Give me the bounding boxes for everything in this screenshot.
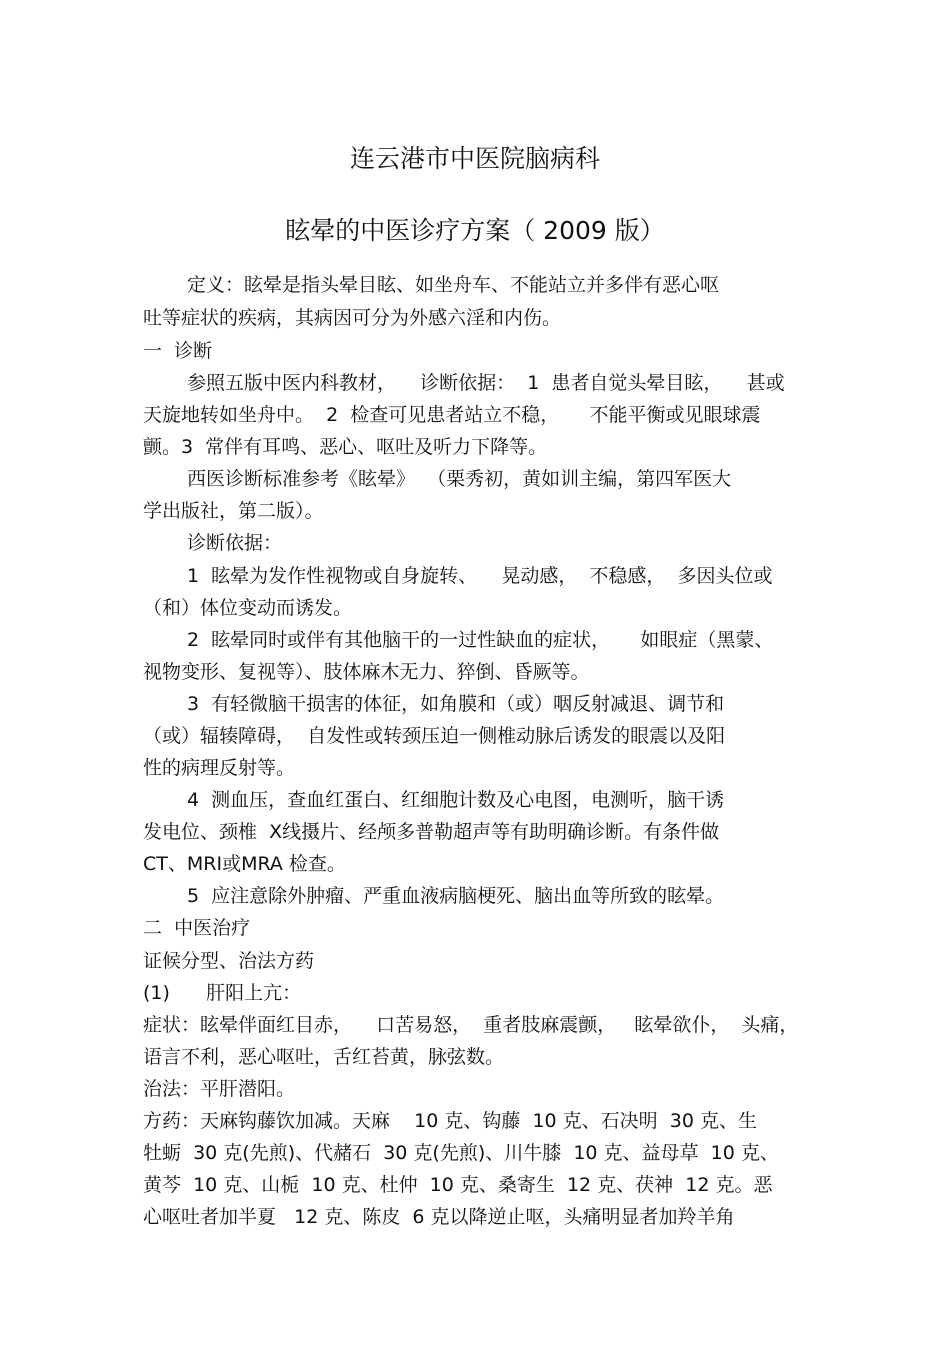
section-heading: 一 诊断	[143, 340, 213, 362]
text-line: 发电位、颈椎 X线摄片、经颅多普勒超声等有助明确诊断。有条件做	[143, 821, 720, 843]
text-line: (1) 肝阳上亢：	[143, 982, 302, 1004]
text-line: 方药：天麻钩藤饮加减。天麻 10 克、钩藤 10 克、石决明 30 克、生	[143, 1110, 757, 1132]
text-line: 天旋地转如坐舟中。 2 检查可见患者站立不稳， 不能平衡或见眼球震	[143, 404, 761, 426]
text-line: 4 测血压，查血红蛋白、红细胞计数及心电图，电测听，脑干诱	[187, 789, 725, 811]
text-line: 定义：眩晕是指头晕目眩、如坐舟车、不能站立并多伴有恶心呕	[187, 274, 720, 296]
text-line: 3 有轻微脑干损害的体征，如角膜和（或）咽反射减退、调节和	[187, 693, 725, 715]
text-line: 颤。3 常伴有耳鸣、恶心、呕吐及听力下降等。	[143, 436, 548, 458]
text-line: 诊断依据：	[187, 532, 283, 554]
text-line: 牡蛎 30 克(先煎)、代赭石 30 克(先煎)、川牛膝 10 克、益母草 10 克、	[143, 1142, 779, 1164]
section-heading: 二 中医治疗	[143, 917, 251, 939]
text-line: 心呕吐者加半夏 12 克、陈皮 6 克以降逆止呕，头痛明显者加羚羊角	[143, 1206, 735, 1228]
text-line: 参照五版中医内科教材， 诊断依据： 1 患者自觉头晕目眩， 甚或	[187, 372, 785, 394]
text-line: 西医诊断标准参考《眩晕》 （栗秀初，黄如训主编，第四军医大	[187, 468, 732, 490]
text-line: 学出版社，第二版）。	[143, 500, 324, 522]
text-line: 证候分型、治法方药	[143, 950, 315, 972]
text-line: 2 眩晕同时或伴有其他脑干的一过性缺血的症状， 如眼症（黑蒙、	[187, 629, 774, 651]
text-line: 治法：平肝潜阳。	[143, 1078, 296, 1100]
text-line: 5 应注意除外肿瘤、严重血液病脑梗死、脑出血等所致的眩晕。	[187, 885, 725, 907]
text-line: （和）体位变动而诱发。	[143, 597, 353, 619]
text-line: CT、MRI或MRA 检查。	[143, 853, 346, 875]
document-title: 连云港市中医院脑病科	[349, 144, 600, 173]
text-line: 性的病理反射等。	[143, 757, 296, 779]
text-line: （或）辐辏障碍， 自发性或转颈压迫一侧椎动脉后诱发的眼震以及阳	[143, 725, 726, 747]
text-line: 吐等症状的疾病，其病因可分为外感六淫和内伤。	[143, 307, 562, 329]
text-line: 症状：眩晕伴面红目赤， 口苦易怒， 重者肢麻震颤， 眩晕欲仆， 头痛，	[143, 1014, 799, 1036]
document-subtitle: 眩晕的中医诊疗方案（ 2009 版）	[285, 216, 665, 245]
text-line: 1 眩晕为发作性视物或自身旋转、 晃动感， 不稳感， 多因头位或	[187, 565, 773, 587]
text-line: 视物变形、复视等）、肢体麻木无力、猝倒、昏厥等。	[143, 661, 590, 683]
text-line: 黄芩 10 克、山栀 10 克、杜仲 10 克、桑寄生 12 克、茯神 12 克。恶	[143, 1174, 773, 1196]
text-line: 语言不利，恶心呕吐，舌红苔黄，脉弦数。	[143, 1046, 505, 1068]
